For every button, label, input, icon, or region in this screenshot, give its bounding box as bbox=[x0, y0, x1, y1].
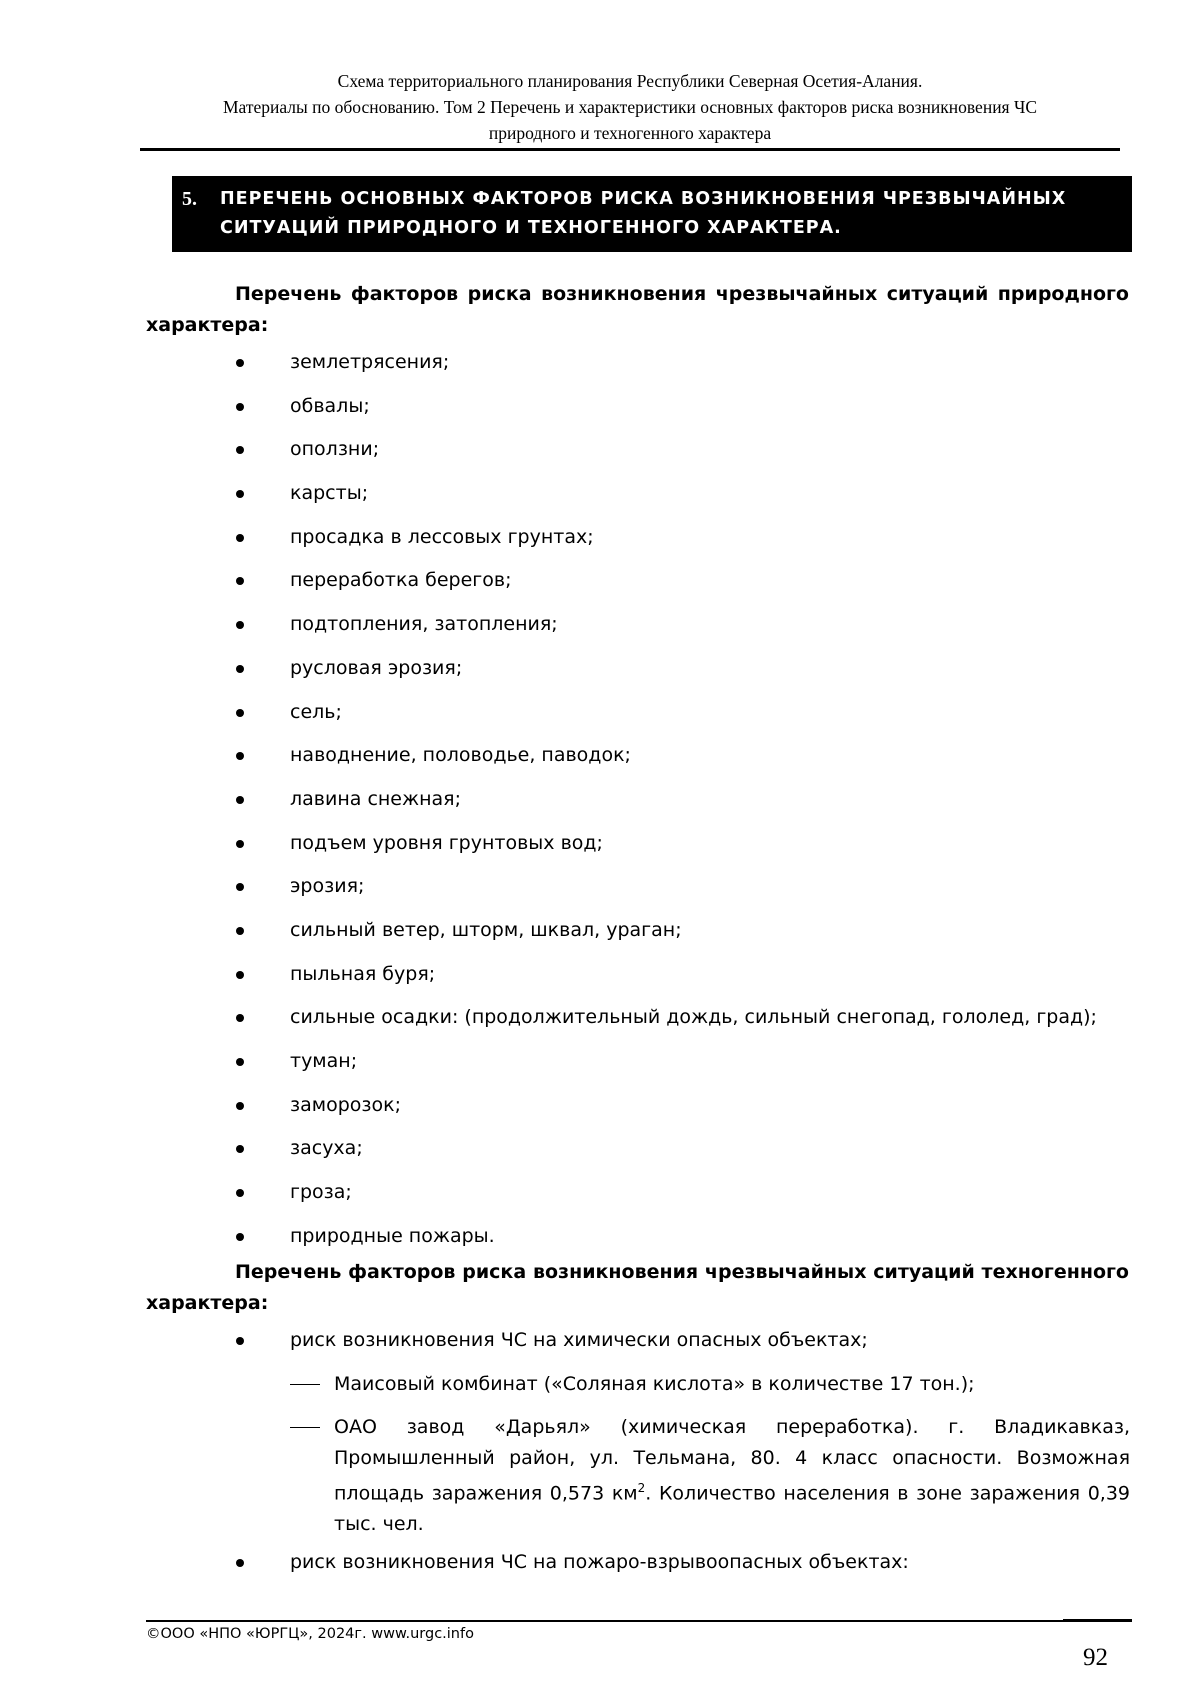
list-item-text: сильный ветер, шторм, шквал, ураган; bbox=[290, 918, 682, 941]
list-item-text: карсты; bbox=[290, 482, 369, 505]
sub-list-item-text bbox=[334, 1412, 1130, 1539]
list-item bbox=[232, 996, 1132, 1040]
list-item bbox=[232, 1040, 1132, 1084]
list-item-text: туман; bbox=[290, 1050, 358, 1072]
list-item-text: землетрясения; bbox=[290, 351, 450, 373]
bullet-icon bbox=[236, 840, 244, 848]
list-item-text: подтопления, затопления; bbox=[290, 613, 558, 636]
dash-icon bbox=[290, 1384, 320, 1385]
bullet-icon bbox=[236, 403, 244, 411]
bullet-icon bbox=[236, 1559, 244, 1567]
bullet-icon bbox=[236, 709, 244, 717]
natural-factors-list bbox=[232, 341, 1132, 1258]
bullet-icon bbox=[236, 927, 244, 935]
bullet-icon bbox=[236, 1233, 244, 1241]
bullet-icon bbox=[236, 534, 244, 542]
list-item bbox=[232, 1541, 1132, 1585]
header-line-3: природного и техногенного характера bbox=[488, 123, 772, 143]
bullet-icon bbox=[236, 621, 244, 629]
section-number: 5. bbox=[182, 188, 197, 210]
list-item bbox=[232, 1171, 1132, 1215]
technogenic-factors-heading: Перечень факторов риска возникновения чрезвычайных ситуаций техногенного характера: bbox=[146, 1261, 1129, 1314]
dash-icon bbox=[290, 1427, 320, 1428]
list-item bbox=[232, 428, 1132, 472]
bullet-icon bbox=[236, 577, 244, 585]
natural-factors-heading: Перечень факторов риска возникновения чрезвычайных ситуаций природного характера: bbox=[146, 283, 1129, 336]
list-item bbox=[232, 1215, 1132, 1259]
list-item-text: сильные осадки: (продолжительный дождь, сильный снегопад, гололед, град); bbox=[290, 1006, 1097, 1029]
list-item bbox=[232, 647, 1132, 691]
list-item-text: подъем уровня грунтовых вод; bbox=[290, 831, 603, 854]
list-item bbox=[232, 1084, 1132, 1128]
bullet-icon bbox=[236, 883, 244, 891]
list-item bbox=[232, 603, 1132, 647]
bullet-icon bbox=[236, 446, 244, 454]
list-item-text: риск возникновения ЧС на пожаро-взрывоопасных объектах: bbox=[290, 1551, 909, 1573]
list-item-text: гроза; bbox=[290, 1181, 352, 1204]
section-title-line-1: ПЕРЕЧЕНЬ ОСНОВНЫХ ФАКТОРОВ РИСКА ВОЗНИКНОВЕНИЯ ЧРЕЗВЫЧАЙНЫХ bbox=[220, 189, 1067, 209]
page-number: 92 bbox=[1083, 1644, 1108, 1671]
footer-divider bbox=[146, 1620, 1132, 1622]
bullet-icon bbox=[236, 490, 244, 498]
bullet-icon bbox=[236, 796, 244, 804]
technogenic-factors-list bbox=[232, 1319, 1132, 1363]
list-item bbox=[232, 1319, 1132, 1363]
list-item-text: наводнение, половодье, паводок; bbox=[290, 744, 631, 767]
list-item-text: сель; bbox=[290, 700, 342, 723]
list-item bbox=[232, 865, 1132, 909]
bullet-icon bbox=[236, 1145, 244, 1153]
technogenic-factors-list-continued bbox=[232, 1541, 1132, 1585]
sub2-text-part-2: . Количество населения в зоне заражения 0,39 тыс. чел. bbox=[334, 1482, 1130, 1535]
section-title-bar bbox=[172, 176, 1132, 252]
list-item bbox=[232, 953, 1132, 997]
list-item bbox=[232, 1127, 1132, 1171]
list-item bbox=[232, 472, 1132, 516]
sub-list-item-text: Маисовый комбинат («Соляная кислота» в количестве 17 тон.); bbox=[334, 1373, 975, 1395]
list-item bbox=[232, 691, 1132, 735]
list-item bbox=[232, 341, 1132, 385]
list-item-text: оползни; bbox=[290, 438, 380, 461]
list-item bbox=[232, 822, 1132, 866]
footer-copyright: ©ООО «НПО «ЮРГЦ», 2024г. www.urgc.info bbox=[146, 1626, 474, 1642]
bullet-icon bbox=[236, 1014, 244, 1022]
list-item-text: риск возникновения ЧС на химически опасных объектах; bbox=[290, 1329, 868, 1351]
list-item bbox=[232, 516, 1132, 560]
list-item-text: засуха; bbox=[290, 1137, 363, 1160]
sub-list-item bbox=[290, 1412, 1130, 1539]
list-item bbox=[232, 385, 1132, 429]
list-item bbox=[232, 778, 1132, 822]
section-title-line-2: СИТУАЦИЙ ПРИРОДНОГО И ТЕХНОГЕННОГО ХАРАКТЕРА. bbox=[220, 218, 842, 238]
superscript-2: 2 bbox=[637, 1481, 646, 1495]
list-item-text: обвалы; bbox=[290, 394, 370, 417]
bullet-icon bbox=[236, 752, 244, 760]
list-item bbox=[232, 559, 1132, 603]
header-divider bbox=[140, 148, 1120, 151]
list-item-text: эрозия; bbox=[290, 875, 365, 898]
bullet-icon bbox=[236, 665, 244, 673]
bullet-icon bbox=[236, 971, 244, 979]
header-line-1: Схема территориального планирования Республики Северная Осетия-Алания. bbox=[337, 71, 923, 91]
list-item bbox=[232, 734, 1132, 778]
list-item-text: переработка берегов; bbox=[290, 569, 512, 592]
footer-divider-accent bbox=[1063, 1619, 1132, 1622]
list-item-text: просадка в лессовых грунтах; bbox=[290, 525, 594, 548]
list-item-text: заморозок; bbox=[290, 1093, 401, 1116]
bullet-icon bbox=[236, 359, 244, 367]
bullet-icon bbox=[236, 1337, 244, 1345]
sub-list-item bbox=[290, 1369, 1130, 1400]
sub2-text-part-1: ОАО завод «Дарьял» (химическая переработка). г. Владикавказ, Промышленный район, ул. Тельмана, 80. 4 класс опасности. Возможная площадь заражения 0,573 км bbox=[334, 1416, 1130, 1505]
bullet-icon bbox=[236, 1189, 244, 1197]
bullet-icon bbox=[236, 1058, 244, 1066]
list-item-text: русловая эрозия; bbox=[290, 656, 463, 679]
page-header bbox=[140, 68, 1120, 146]
list-item-text: пыльная буря; bbox=[290, 962, 436, 985]
bullet-icon bbox=[236, 1102, 244, 1110]
list-item-text: природные пожары. bbox=[290, 1224, 495, 1247]
list-item-text: лавина снежная; bbox=[290, 787, 462, 810]
header-line-2: Материалы по обоснованию. Том 2 Перечень и характеристики основных факторов риска возникновения ЧС bbox=[222, 97, 1038, 117]
list-item bbox=[232, 909, 1132, 953]
